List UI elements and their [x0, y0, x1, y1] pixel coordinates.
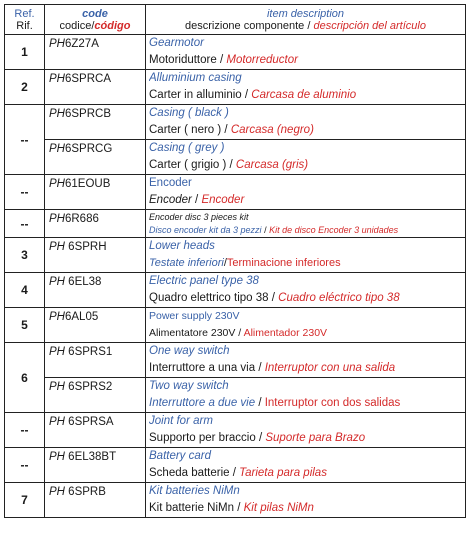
desc-sep: /: [235, 327, 244, 339]
table-row: [5, 483, 466, 518]
description-cell: [146, 308, 466, 343]
ref-cell: 5: [5, 308, 45, 343]
ref-cell: --: [5, 413, 45, 448]
description-cell: [146, 273, 466, 308]
desc-es: Interruptor con una salida: [264, 362, 396, 374]
table-row: [5, 343, 466, 378]
code-prefix: PH: [49, 311, 65, 323]
description-cell: [146, 210, 466, 238]
desc-es: Carcasa (negro): [230, 124, 314, 136]
desc-es: Interruptor con dos salidas: [264, 397, 401, 409]
header-desc-sep: /: [304, 19, 314, 32]
description-cell: [146, 175, 466, 210]
code-value: 6SPRB: [64, 486, 106, 498]
table-row: [5, 105, 466, 140]
desc-es: Suporte para Brazo: [265, 432, 366, 444]
description-cell: [146, 378, 466, 413]
ref-cell: 3: [5, 238, 45, 273]
desc-sep: /: [261, 225, 270, 235]
code-prefix: PH: [49, 178, 65, 190]
header-code-it: codice: [59, 19, 92, 32]
code-cell: [45, 343, 146, 378]
desc-it: Supporto per braccio: [149, 432, 256, 444]
ref-cell: 1: [5, 35, 45, 70]
desc-sep: /: [255, 432, 266, 444]
desc-en: Two way switch: [149, 380, 229, 392]
description-cell: [146, 483, 466, 518]
table-row: [5, 378, 466, 413]
desc-en: Power supply 230V: [149, 310, 240, 322]
parts-table: [4, 4, 466, 518]
ref-cell: --: [5, 175, 45, 210]
code-value: 6SPRS1: [64, 346, 113, 358]
desc-it: Carter ( grigio ): [149, 159, 227, 171]
ref-cell: --: [5, 105, 45, 175]
code-prefix: PH: [49, 381, 65, 393]
desc-en: Alluminium casing: [149, 72, 242, 84]
header-ref: [5, 5, 45, 35]
code-cell: [45, 175, 146, 210]
code-cell: [45, 378, 146, 413]
desc-es: Kit de disco Encoder 3 unidades: [269, 225, 399, 235]
desc-it: Carter ( nero ): [149, 124, 222, 136]
code-value: 6EL38: [64, 276, 102, 288]
desc-sep: /: [216, 54, 227, 66]
desc-sep: /: [268, 292, 279, 304]
desc-it: Alimentatore 230V: [149, 327, 236, 339]
desc-it: Motoriduttore: [149, 54, 217, 66]
table-header-row: [5, 5, 466, 35]
desc-en: Electric panel type 38: [149, 275, 259, 287]
table-row: [5, 448, 466, 483]
ref-cell: 7: [5, 483, 45, 518]
header-code-es: código: [94, 19, 131, 32]
code-cell: [45, 140, 146, 175]
code-value: 6SPRS2: [64, 381, 113, 393]
desc-en: Joint for arm: [149, 415, 213, 427]
code-cell: [45, 105, 146, 140]
code-prefix: PH: [49, 346, 65, 358]
header-ref-en: Ref.: [14, 7, 35, 20]
table-row: [5, 308, 466, 343]
description-cell: [146, 413, 466, 448]
code-prefix: PH: [49, 108, 65, 120]
desc-sep: /: [255, 397, 265, 409]
desc-en: Encoder: [149, 177, 192, 189]
ref-cell: 2: [5, 70, 45, 105]
code-value: 6SPRCG: [64, 143, 113, 155]
desc-sep: /: [255, 362, 265, 374]
desc-en: Encoder disc 3 pieces kit: [149, 212, 249, 222]
table-row: [5, 175, 466, 210]
desc-es: Carcasa de aluminio: [251, 89, 357, 101]
header-desc-en: item description: [266, 7, 345, 20]
code-cell: [45, 483, 146, 518]
code-prefix: PH: [49, 416, 65, 428]
desc-es: Encoder: [201, 194, 245, 206]
desc-en: Casing ( black ): [149, 107, 229, 119]
header-ref-it: Rif.: [16, 19, 33, 32]
description-cell: [146, 105, 466, 140]
code-prefix: PH: [49, 73, 65, 85]
code-cell: [45, 448, 146, 483]
description-cell: [146, 343, 466, 378]
code-cell: [45, 273, 146, 308]
desc-sep: /: [226, 159, 236, 171]
desc-it: Encoder: [149, 194, 192, 206]
table-row: [5, 140, 466, 175]
code-value: 6R686: [64, 213, 99, 225]
code-value: 6SPRSA: [64, 416, 114, 428]
code-cell: [45, 413, 146, 448]
desc-en: Lower heads: [149, 240, 215, 252]
desc-es: Motorreductor: [226, 54, 298, 66]
desc-sep: /: [221, 124, 231, 136]
desc-es: Tarieta para pilas: [239, 467, 327, 479]
code-value: 6SPRCB: [64, 108, 112, 120]
desc-en: Casing ( grey ): [149, 142, 225, 154]
code-cell: [45, 308, 146, 343]
desc-sep: /: [241, 89, 252, 101]
description-cell: [146, 140, 466, 175]
description-cell: [146, 70, 466, 105]
ref-cell: --: [5, 210, 45, 238]
desc-en: Battery card: [149, 450, 211, 462]
desc-it: Kit batterie NiMn: [149, 502, 235, 514]
code-cell: [45, 70, 146, 105]
header-description: [146, 5, 466, 35]
desc-en: Gearmotor: [149, 37, 204, 49]
table-row: [5, 413, 466, 448]
table-row: [5, 70, 466, 105]
desc-en: One way switch: [149, 345, 230, 357]
desc-es: Kit pilas NiMn: [243, 502, 314, 514]
desc-it: Quadro elettrico tipo 38: [149, 292, 269, 304]
code-prefix: PH: [49, 213, 65, 225]
table-row: [5, 238, 466, 273]
code-prefix: PH: [49, 241, 65, 253]
desc-es: Cuadro eléctrico tipo 38: [278, 292, 400, 304]
desc-it: Testate inferiori: [149, 257, 224, 269]
code-prefix: PH: [49, 143, 65, 155]
table-row: [5, 273, 466, 308]
desc-sep: /: [229, 467, 240, 479]
header-code: [45, 5, 146, 35]
code-prefix: PH: [49, 486, 65, 498]
code-cell: [45, 210, 146, 238]
table-row: [5, 210, 466, 238]
table-row: [5, 35, 466, 70]
header-code-en: code: [82, 7, 108, 20]
code-prefix: PH: [49, 276, 65, 288]
code-value: 6Z27A: [64, 38, 99, 50]
ref-cell: 4: [5, 273, 45, 308]
header-code-sep: /: [91, 19, 95, 32]
desc-sep: /: [234, 502, 244, 514]
desc-it: Interruttore a una via: [149, 362, 256, 374]
description-cell: [146, 238, 466, 273]
code-prefix: PH: [49, 38, 65, 50]
description-cell: [146, 448, 466, 483]
desc-es: Carcasa (gris): [235, 159, 309, 171]
code-value: 6SPRH: [64, 241, 107, 253]
code-value: 6EL38BT: [64, 451, 117, 463]
desc-it: Carter in alluminio: [149, 89, 242, 101]
code-value: 61EOUB: [64, 178, 111, 190]
desc-sep: /: [223, 257, 227, 269]
ref-cell: 6: [5, 343, 45, 413]
desc-it: Interruttore a due vie: [149, 397, 256, 409]
code-cell: [45, 35, 146, 70]
description-cell: [146, 35, 466, 70]
desc-it: Scheda batterie: [149, 467, 230, 479]
desc-sep: /: [191, 194, 202, 206]
desc-it: Disco encoder kit da 3 pezzi: [149, 225, 262, 235]
desc-es: Terminacione inferiores: [226, 257, 341, 269]
desc-es: Alimentador 230V: [243, 327, 328, 339]
code-value: 6AL05: [64, 311, 99, 323]
ref-cell: --: [5, 448, 45, 483]
code-cell: [45, 238, 146, 273]
code-prefix: PH: [49, 451, 65, 463]
header-desc-it: descrizione componente: [185, 19, 305, 32]
desc-en: Kit batteries NiMn: [149, 485, 240, 497]
header-desc-es: descripción del artículo: [313, 19, 426, 32]
code-value: 6SPRCA: [64, 73, 112, 85]
